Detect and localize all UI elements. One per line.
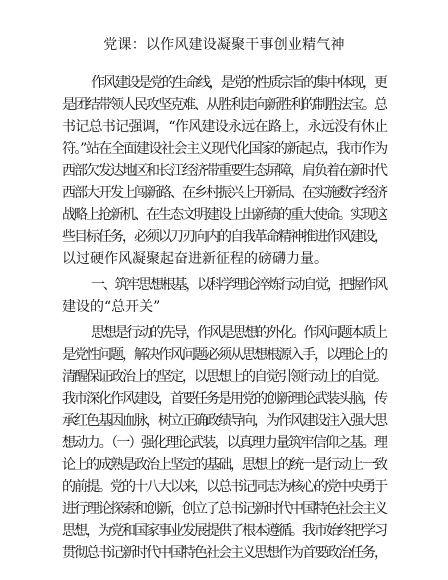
section-heading-line: 一、筑牢思想根基，以科学理论淬炼行动自觉，把握作风 xyxy=(91,277,386,293)
text-line: 是党性问题，解决作风问题必须从思想根源入手，以理论上的 xyxy=(62,347,386,363)
text-line: 书记总书记强调，“作风建设永远在路上，永远没有休止 xyxy=(62,119,388,135)
text-line: 战略上抢新机、在生态文明建设上出新绩的重大使命。实现这 xyxy=(62,207,386,223)
text-line: 西部大开发上闯新路、在乡村振兴上开新局、在实施数字经济 xyxy=(62,185,386,201)
text-line: 符。”站在全面建设社会主义现代化国家的新起点，我市作为 xyxy=(62,141,387,157)
text-line: 我市深化作风建设，首要任务是用党的创新理论武装头脑，传 xyxy=(62,391,386,407)
text-line: 是团结带领人民攻坚克难、从胜利走向新胜利的制胜法宝。总 xyxy=(62,97,386,113)
text-line: 贯彻总书记新时代中国特色社会主义思想作为首要政治任务， xyxy=(62,545,386,561)
text-line: 以过硬作风凝聚起奋进新征程的磅礴力量。 xyxy=(62,251,328,267)
page-title: 党课：以作风建设凝聚干事创业精气神 xyxy=(103,37,345,53)
text-line: 承红色基因血脉，树立正确政绩导向，为作风建设注入强大思 xyxy=(62,413,386,429)
text-line: 西部欠发达地区和长江经济带重要生态屏障，肩负着在新时代 xyxy=(62,163,386,179)
text-line: 的前提。党的十八大以来，以总书记同志为核心的党中央勇于 xyxy=(62,479,386,495)
text-line: 些目标任务，必须以刀刃向内的自我革命精神推进作风建设， xyxy=(62,229,386,245)
text-line: 想动力。（一）强化理论武装，以真理力量筑牢信仰之基。理 xyxy=(62,435,387,451)
text-line: 进行理论探索和创新，创立了总书记新时代中国特色社会主义 xyxy=(62,501,386,517)
text-line: 作风建设是党的生命线，是党的性质宗旨的集中体现，更 xyxy=(91,75,386,91)
text-line: 思想是行动的先导，作风是思想的外化。作风问题本质上 xyxy=(91,325,386,341)
text-line: 思想，为党和国家事业发展提供了根本遵循。我市始终把学习 xyxy=(62,523,386,539)
text-line: 清醒保证政治上的坚定，以思想上的自觉引领行动上的自觉。 xyxy=(62,369,386,385)
text-line: 论上的成熟是政治上坚定的基础，思想上的统一是行动上一致 xyxy=(62,457,386,473)
section-heading-line: 建设的“总开关” xyxy=(62,299,161,315)
